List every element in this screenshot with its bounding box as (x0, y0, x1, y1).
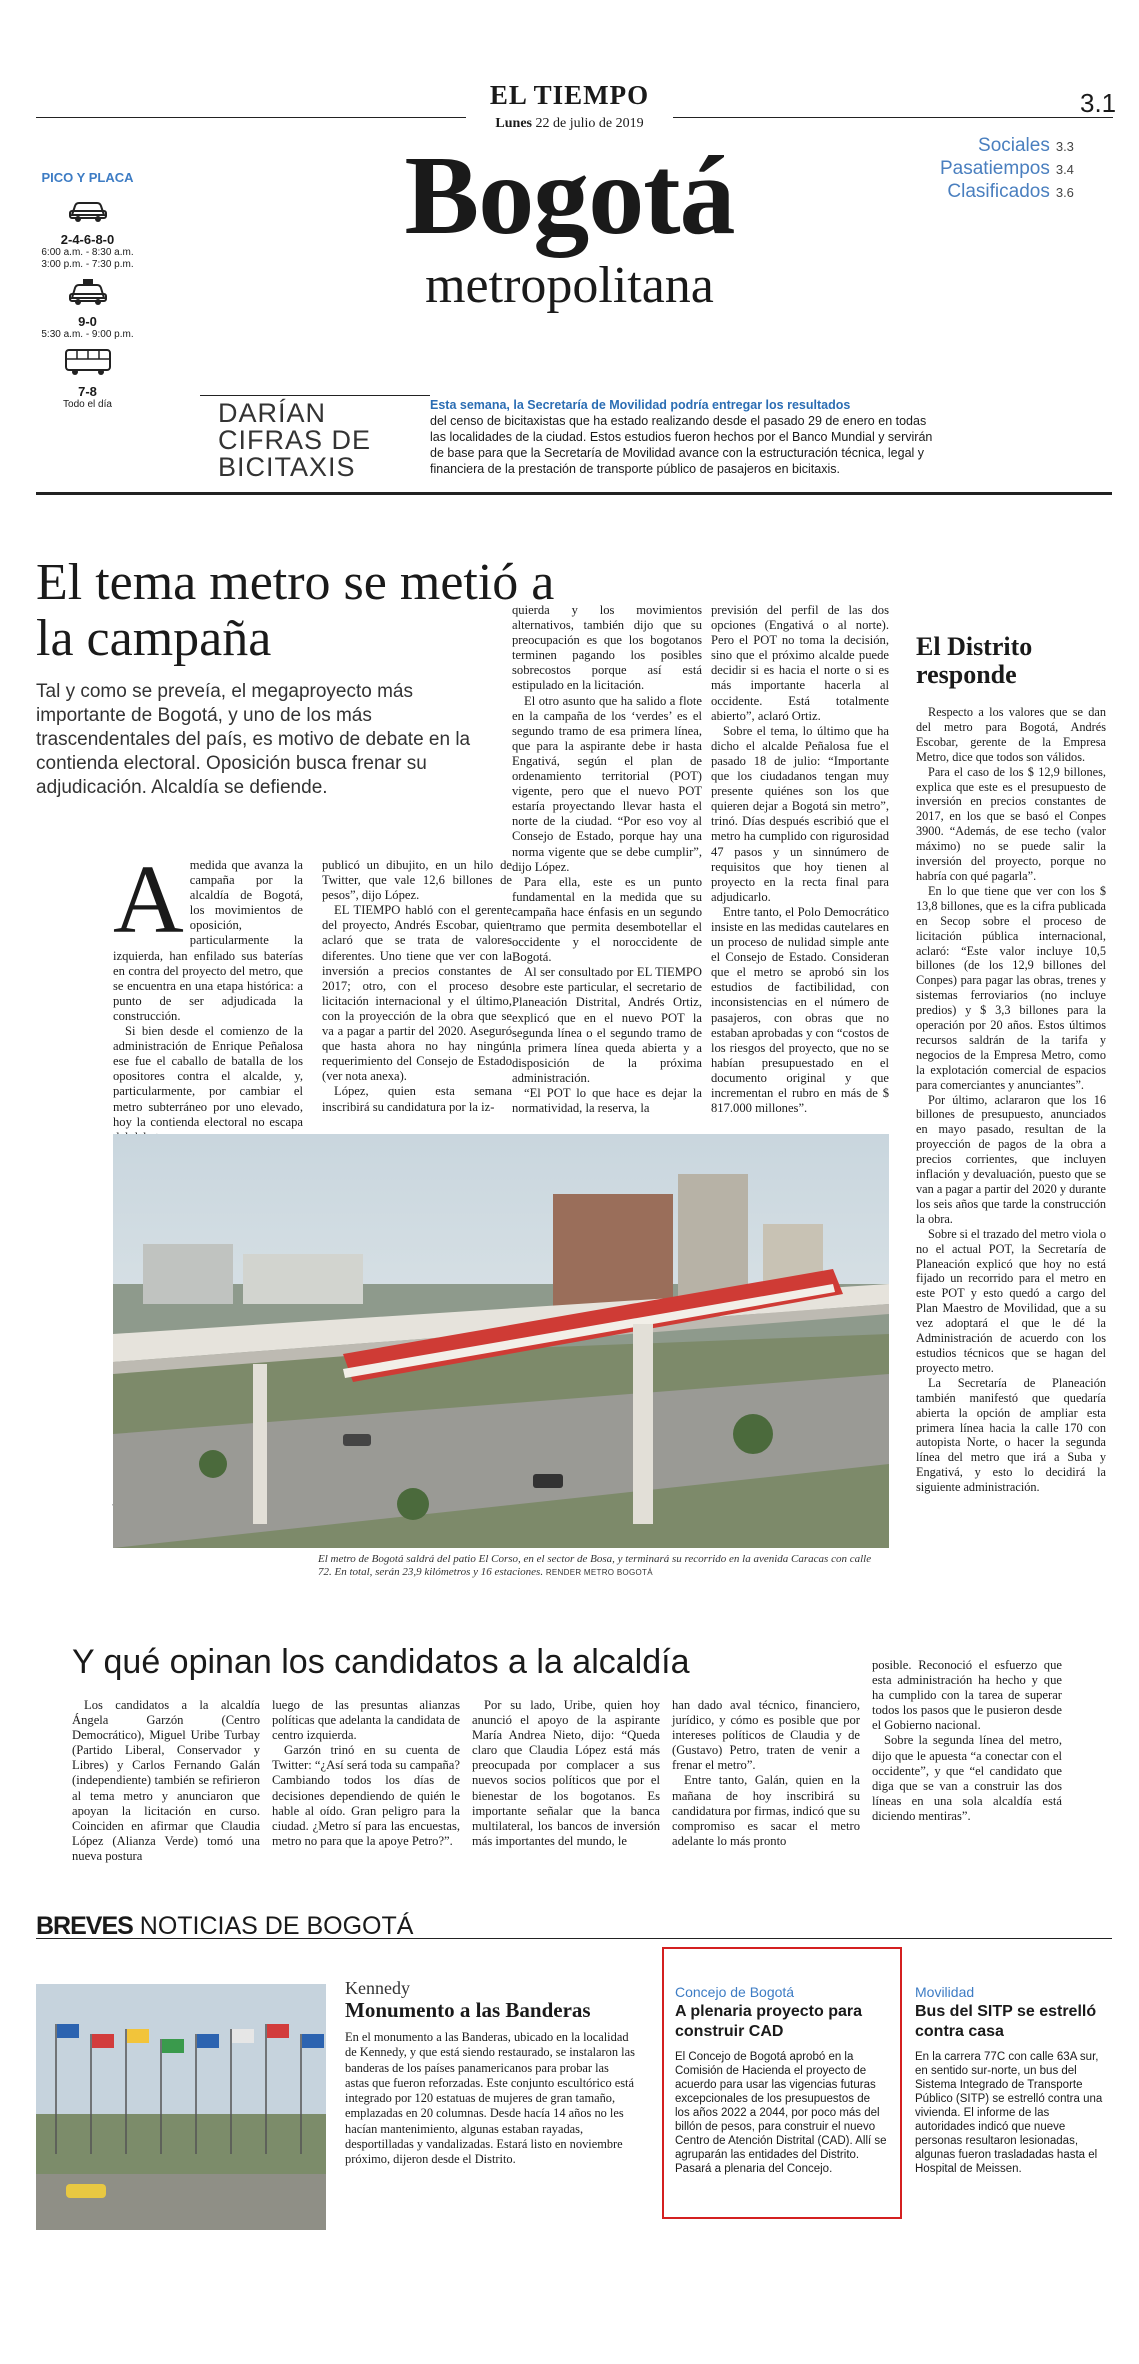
breve-headline[interactable]: Bus del SITP se estrelló contra casa (915, 2003, 1097, 2040)
car-icon (68, 195, 108, 225)
bicitaxis-heading: DARÍAN CIFRAS DE BICITAXIS (218, 398, 372, 482)
index-item[interactable]: Pasatiempos 3.4 (940, 158, 1074, 179)
pico-y-placa-box (30, 170, 145, 411)
dateline (0, 116, 1139, 132)
breve-kicker: Movilidad (915, 1984, 975, 2000)
bicitaxis-body: del censo de bicitaxistas que ha estado realizando desde el pasado 29 de enero en todas las localidades de la ciudad. Estos estudios fueron hechos por el Banco Mundial y servirán de base para que la Secretaría de Movilidad avance con la estructuración técnica, legal y financiera de la prestación de transporte público de pasajeros en bicitaxis. (430, 414, 933, 476)
dropcap: A (113, 846, 184, 954)
photo-caption: El metro de Bogotá saldrá del patio El Corso, en el sector de Bosa, y terminará su recorrido en la avenida Caracas con calle 72. En total, serán 23,9 kilómetros y 16 estaciones. RENDER METRO BOGOTÁ (318, 1553, 872, 1578)
pyp-schedule: 3:00 p.m. - 7:30 p.m. (41, 259, 134, 270)
candidates-column-1: Los candidatos a la alcaldía Ángela Garzón (Centro Democrático), Miguel Uribe Turbay (Partido Liberal, Conservador y Libres) y Carlos Fernando Galán (independiente) también se refirieron al tema metro y anunciaron que apoyan la licitación en curso. Coinciden en afirmar que Claudia López (Alianza Verde) tomó una nueva postura (72, 1698, 260, 1863)
index-item[interactable]: Sociales 3.3 (978, 135, 1074, 156)
bicitaxis-lead: Esta semana, la Secretaría de Movilidad podría entregar los resultados (430, 398, 851, 412)
metro-render-photo (113, 1134, 889, 1548)
breve-kennedy (345, 1978, 635, 2168)
pyp-schedule: 5:30 a.m. - 9:00 p.m. (41, 329, 134, 340)
candidates-column-2: luego de las presuntas alianzas políticas que adelanta la candidata de centro izquierda. Garzón trinó en su cuenta de Twitter: “¿Así será toda su campaña? Cambiando todos los días de decisiones dependiendo de quién le hable al oído. Gran peligro para la ciudad. ¿Metro sí para las encuestas, metro no para que la apoye Petro?”. (272, 1698, 460, 1848)
pyp-schedule: 6:00 a.m. - 8:30 a.m. (41, 247, 134, 258)
section-subtitle: metropolitana (425, 257, 714, 314)
photo-credit: RENDER METRO BOGOTÁ (545, 1568, 653, 1577)
breve-body: En la carrera 77C con calle 63A sur, en sentido sur-norte, un bus del Sistema Integrado de Transporte Público (SITP) se estrelló contra una vivienda. El informe de las autoridades indicó que nueve personas resultaron lesionadas, algunas fueron trasladadas hasta el Hospital de Meissen. (915, 2051, 1103, 2175)
masthead: EL TIEMPO (489, 80, 650, 110)
breve-concejo (675, 1984, 887, 2176)
page-number: 3.1 (1080, 88, 1117, 118)
header-rule-left (36, 117, 466, 118)
breve-headline[interactable]: A plenaria proyecto para construir CAD (675, 2003, 863, 2040)
main-headline[interactable]: El tema metro se metió a la campaña (36, 554, 555, 667)
pyp-plates: 7-8 (78, 384, 97, 399)
section-divider (36, 492, 1112, 495)
index-item[interactable]: Clasificados 3.6 (947, 181, 1074, 202)
breve-kicker: Concejo de Bogotá (675, 1984, 795, 2000)
candidates-column-5: posible. Reconoció el esfuerzo que esta administración ha hecho y que ha cumplido con la tarea de superar todos los pasos que le pusieron desde el Gobierno nacional. Sobre la segunda línea del metro, dijo que le apuesta “a conectar con el occidente”, y que “el candidato que diga que se van a construir las dos líneas en una sola alcaldía está diciendo mentiras”. (872, 1658, 1062, 1823)
pyp-plates: 9-0 (78, 314, 97, 329)
section-title: Bogotá (404, 134, 735, 258)
sidebar-headline[interactable]: El Distrito responde (916, 632, 1033, 689)
candidates-column-3: Por su lado, Uribe, quien hoy anunció el apoyo de la aspirante María Andrea Nieto, dijo: “Queda claro que Claudia López está más preocupada por complacer a sus nuevos socios políticos que por el bienestar de los bogotanos. Es importante señalar que la banca multilateral, los bancos de inversión más importantes del mundo, le (472, 1698, 660, 1848)
main-column-2: publicó un dibujito, en un hilo de Twitter, que vale 12,6 billones de pesos”, dijo López. EL TIEMPO habló con el gerente del proyecto, Andrés Escobar, quien aclaró que se trata de valores diferentes. Uno tiene que ver con la inversión a precios constantes de 2017; otro, con el proceso de licitación internacional y el último, con la proyección de la obra que se va a pagar a partir del 2020. Aseguró que hasta ahora no hay ningún requerimiento del Consejo de Estado (ver nota anexa). López, quien esta semana inscribirá su candidatura por la iz- (322, 858, 512, 1114)
header-rule-right (673, 117, 1113, 118)
flags-photo (36, 1984, 326, 2230)
breve-kicker: Kennedy (345, 1978, 410, 1998)
bicitaxis-text (430, 397, 935, 477)
bus-icon (63, 347, 113, 377)
main-column-3: quierda y los movimientos alternativos, también dijo que su preocupación es que los bogotanos terminen pagando los posibles sobrecostos porque así está estipulado en la licitación. El otro asunto que ha salido a flote en la campaña de los ‘verdes’ es el segundo tramo de esa primera línea, que para la aspirante debe ir hasta Engativá, según el plan de ordenamiento territorial (POT) vigente, pero que el nuevo POT estaría proyectando llevar hasta el norte de la ciudad. “Por eso voy al Consejo de Estado, porque hay una norma vigente que se debe cumplir”, dijo López. Para ella, este es un punto fundamental en la medida que su campaña hace énfasis en un segundo tramo que permita desembotellar el occidente y el noroccidente de Bogotá. Al ser consultado por EL TIEMPO sobre este particular, el secretario de Planeación Distrital, Andrés Ortiz, explicó que en el nuevo POT la segunda línea o el segundo tramo de la primera línea queda abierta y a disposición de la próxima administración. “El POT lo que hace es dejar la normatividad, la reserva, la (512, 603, 702, 1116)
candidates-column-4: han dado aval técnico, financiero, jurídico, y cómo es posible que por intereses políticos de Claudia y de (Gustavo) Petro, traten de venir a frenar el metro”. Entre tanto, Galán, quien en la mañana de hoy inscribirá su candidatura por firmas, indicó que su compromiso es sacar el metro adelante lo más pronto (672, 1698, 860, 1848)
main-column-1: Amedida que avanza la campaña por la alcaldía de Bogotá, los movimientos de oposición, particularmente la izquierda, han enfilado sus baterías en contra del proyecto del metro, que se encuentra en una etapa histórica: a punto de ser adjudicada la construcción. Si bien desde el comienzo de la administración de Enrique Peñalosa ese fue el caballo de batalla de los opositores contra el alcalde, y, particularmente, por cambiar el metro subterráneo por uno elevado, hoy la contienda electoral no escapa (113, 846, 303, 1129)
breve-headline[interactable]: Monumento a las Banderas (345, 1998, 591, 2022)
pyp-title: PICO Y PLACA (41, 170, 134, 185)
date: 22 de julio de 2019 (535, 116, 644, 131)
breve-body: El Concejo de Bogotá aprobó en la Comisión de Hacienda el proyecto de acuerdo para usar las vigencias futuras excepcionales de los presupuestos de los años 2022 a 2044, por poco más del billón de pesos, para construir el nuevo Centro de Atención Distrital (CAD). Allí se agruparán las entidades del Distrito. Pasará a plenaria del Concejo. (675, 2051, 887, 2175)
pyp-plates: 2-4-6-8-0 (60, 232, 115, 247)
day: Lunes (495, 116, 532, 131)
breves-rule (36, 1938, 1112, 1939)
breve-body: En el monumento a las Banderas, ubicado en la localidad de Kennedy, y que está siendo restaurado, se instalaron las banderas de los países panamericanos para probar las astas que fueron reforzadas. Este conjunto escultórico está integrado por 120 estatuas de mujeres de gran tamaño, emplazadas en 20 columnas. Desde hacía 14 años no les hacían mantenimiento, algunas estaban rayadas, desportilladas y vandalizadas. Estará listo en noviembre próximo, dijeron desde el Distrito. (345, 2030, 635, 2167)
main-deck: Tal y como se preveía, el megaproyecto más importante de Bogotá, y uno de los más trascendentales del país, es motivo de debate en la contienda electoral. Oposición busca frenar su adjudicación. Alcaldía se defiende. (36, 681, 471, 798)
breve-movilidad (915, 1984, 1110, 2176)
candidates-headline[interactable]: Y qué opinan los candidatos a la alcaldía (72, 1643, 690, 1681)
main-column-4: previsión del perfil de las dos opciones (Engativá o al norte). Pero el POT no toma la decisión, sino que el próximo alcalde puede decidir si es hacia el norte o si es más importante hacerla al occidente. Está totalmente abierto”, aclaró Ortiz. Sobre el tema, lo último que ha dicho el alcalde Peñalosa fue el pasado 18 de julio: “Importante que los ciudadanos tengan muy presente quiénes son los que quieren dejar a Bogotá sin metro”, trinó. Días después escribió que el metro ha cumplido con rigurosidad 47 pasos y un sinnúmero de requisitos que hoy tienen al proyecto en la recta final para adjudicarlo. Entre tanto, el Polo Democrático insiste en las medidas cautelares en un proceso de nulidad simple ante el Consejo de Estado. Consideran que el metro se aprobó sin los estudios de factibilidad, con inconsistencias en el número de pasajeros, con obras que no estaban aprobadas y con “costos de los riesgos del proyecto, que no se habían presupuestado en el documento original y que incrementan el rubro en más de $ 817.000 millones”. (711, 603, 889, 1116)
taxi-icon (68, 277, 108, 307)
pyp-schedule: Todo el día (63, 399, 112, 410)
bicitaxis-rule (200, 395, 430, 396)
breves-heading: BREVES NOTICIAS DE BOGOTÁ (36, 1912, 414, 1940)
sidebar-body: Respecto a los valores que se dan del metro para Bogotá, Andrés Escobar, gerente de la Empresa Metro, dice que todos son válidos. Para el caso de los $ 12,9 billones, explica que este es el presupuesto de inversión en precios constantes de 2017, en los que se basó el Conpes 3900. “Además, de ese techo (valor máximo) no se puede salir la inversión del proyecto, porque no habría con qué pagarla”. En lo que tiene que ver con los $ 13,8 billones, que es la cifra publicada en Secop sobre el proceso de licitación pública internacional, aclaró: “Este valor incluye 10,5 billones (de los 12,9 billones del Conpes) para pagar las obras, trenes y sistemas ferroviarios (no incluye predios) y $ 3,3 billones para la operación por 20 años. Estos últimos recursos saldrán de la tarifa y negocios de la Empresa Metro, como la explotación comercial de espacios para comerciantes y anunciantes”. Por último, aclararon que los 16 billones de presupuesto, anunciados en mayo pasado, resultan de la proyección de pagos de la obra a precios corrientes, que incluyen inflación y devaluación, puesto que se van a pagar a partir del 2020 y durante los seis años que tarde la construcción la obra. Sobre si el trazado del metro viola o no el actual POT, la Secretaría de Planeación explicó que hoy no está fijado un recorrido para el metro en este POT y esto quedó a cargo del Plan Maestro de Movilidad, que a su vez adoptará el que le dé la Administración de acuerdo con los estudios técnicos que se hagan del proyecto metro. La Secretaría de Planeación también manifestó que quedaría abierta la opción de ampliar esta primera línea hacia la calle 170 con autopista Norte, o hacer la segunda línea del metro que irá a Suba y Engativá, y esto lo decidirá la siguiente administración. (916, 705, 1106, 1495)
